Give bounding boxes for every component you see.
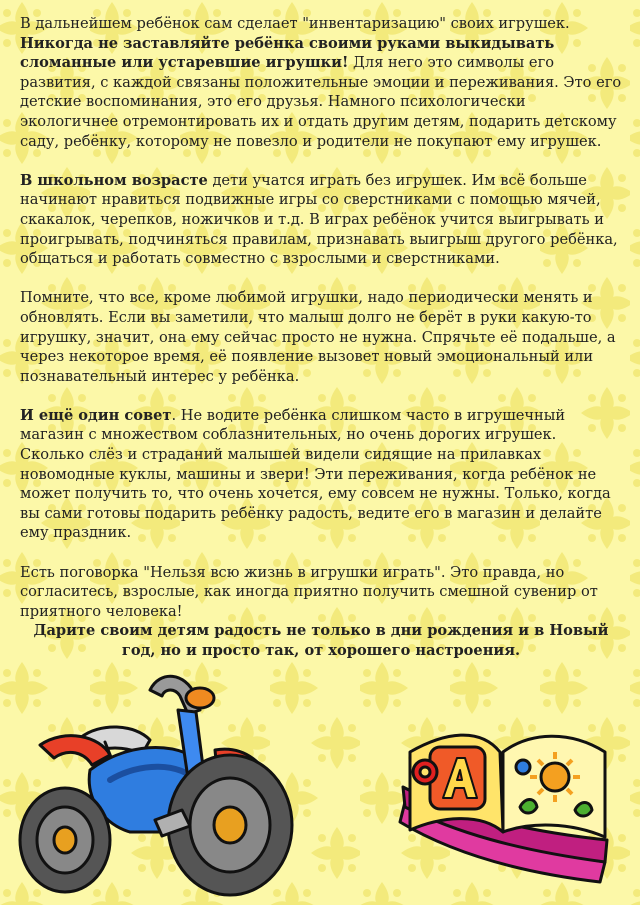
paragraph-2: В школьном возрасте дети учатся играть без игрушек. Им всё больше начинают нравиться подвижные игры со сверстниками с помощью мячей, скакалок, черепков, ножичков и т.д. В играх ребёнок учится выигрывать и проигрывать, подчиняться правилам, признавать выигрыш другого ребёнка, общаться и работать совместно с взрослыми и сверстниками. <box>20 171 618 268</box>
emphasis-text: Никогда не заставляйте ребёнка своими руками выкидывать сломанные или устаревшие игрушки! <box>20 34 555 72</box>
emphasis-text: И ещё один совет <box>20 406 172 424</box>
tricycle-icon <box>10 650 310 905</box>
closing-slogan: Дарите своим детям радость не только в дни рождения и в Новый год, но и просто так, от хорошего настроения. <box>33 622 609 659</box>
paragraph-4: И ещё один совет. Не водите ребёнка слишком часто в игрушечный магазин с множеством соблазнительных, но очень дорогих игрушек. Сколько слёз и страданий малышей видели сидящие на прилавках новомодные куклы, машины и звери! Эти переживания, когда ребёнок не может получить то, что очень хочется, ему совсем не нужны. Только, когда вы сами готовы подарить ребёнку радость, ведите его в магазин и делайте ему праздник. <box>20 406 611 542</box>
article-body <box>20 14 622 661</box>
paragraph-3: Помните, что все, кроме любимой игрушки, надо периодически менять и обновлять. Если вы заметили, что малыш долго не берёт в руки какую-то игрушку, значит, она ему сейчас просто не нужна. Спрячьте её подальше, а через некоторое время, её появление вызовет новый эмоциональный или познавательный интерес у ребёнка. <box>20 289 616 385</box>
paragraph-5: Есть поговорка "Нельзя всю жизнь в игрушки играть". Это правда, но согласитесь, взрослые, как иногда приятно получить смешной сувенир от приятного человека! <box>20 563 598 620</box>
emphasis-text: В школьном возрасте <box>20 171 208 189</box>
toy-book-icon <box>395 712 620 887</box>
paragraph-1: В дальнейшем ребёнок сам сделает "инвентаризацию" своих игрушек. Никогда не заставляйте ребёнка своими руками выкидывать сломанные или устаревшие игрушки! Для него это символы его развития, с каждой связаны положительные эмоции и переживания. Это его детские воспоминания, это его друзья. Намного психологически экологичнее отремонтировать их и отдать другим детям, подарить детскому саду, ребёнку, которому не повезло и родители не покупают ему игрушек. <box>20 15 622 150</box>
